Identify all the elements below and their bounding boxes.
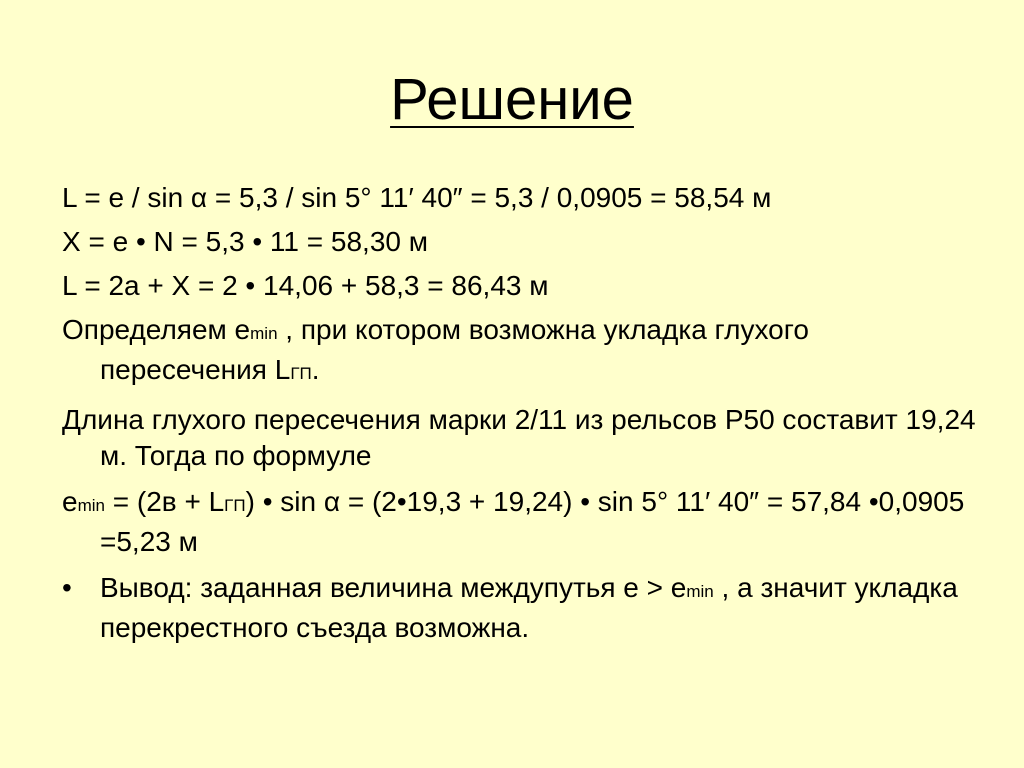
conclusion-bullet bbox=[62, 570, 982, 646]
text-segment: , при котором возможна укладка глухого пересечения L bbox=[100, 314, 809, 385]
subscript-min: min bbox=[250, 324, 278, 343]
text-segment: , а значит укладка перекрестного съезда возможна. bbox=[100, 572, 958, 643]
subscript-min: min bbox=[686, 582, 714, 601]
subscript-gp: ГП bbox=[290, 364, 312, 383]
formula-line-1: L = e / sin α = 5,3 / sin 5° 11′ 40″ = 5,3 / 0,0905 = 58,54 м bbox=[62, 182, 772, 213]
formula-line-2: X = e • N = 5,3 • 11 = 58,30 м bbox=[62, 226, 429, 257]
slide-title: Решение bbox=[390, 67, 634, 132]
subscript-min: min bbox=[77, 496, 105, 515]
text-segment: = (2в + L bbox=[104, 486, 225, 517]
formula-emin bbox=[62, 484, 982, 560]
text-segment: Определяем e bbox=[62, 314, 251, 345]
text-segment: e bbox=[62, 486, 78, 517]
text-segment: Вывод: заданная величина междупутья e > e bbox=[100, 572, 687, 603]
slide-body bbox=[62, 180, 982, 646]
conclusion-text bbox=[100, 570, 982, 646]
bullet-mark: • bbox=[62, 572, 72, 603]
formula-line-3: L = 2a + X = 2 • 14,06 + 58,3 = 86,43 м bbox=[62, 270, 549, 301]
paragraph-emin-definition bbox=[62, 312, 982, 392]
text-segment: . bbox=[311, 354, 320, 385]
subscript-gp: ГП bbox=[224, 496, 246, 515]
text-segment: ) • sin α = (2•19,3 + 19,24) • sin 5° 11′ 40″ = 57,84 •0,0905 =5,23 м bbox=[100, 486, 965, 557]
paragraph-crossing-length: Длина глухого пересечения марки 2/11 из рельсов Р50 составит 19,24 м. Тогда по формуле bbox=[62, 404, 976, 471]
